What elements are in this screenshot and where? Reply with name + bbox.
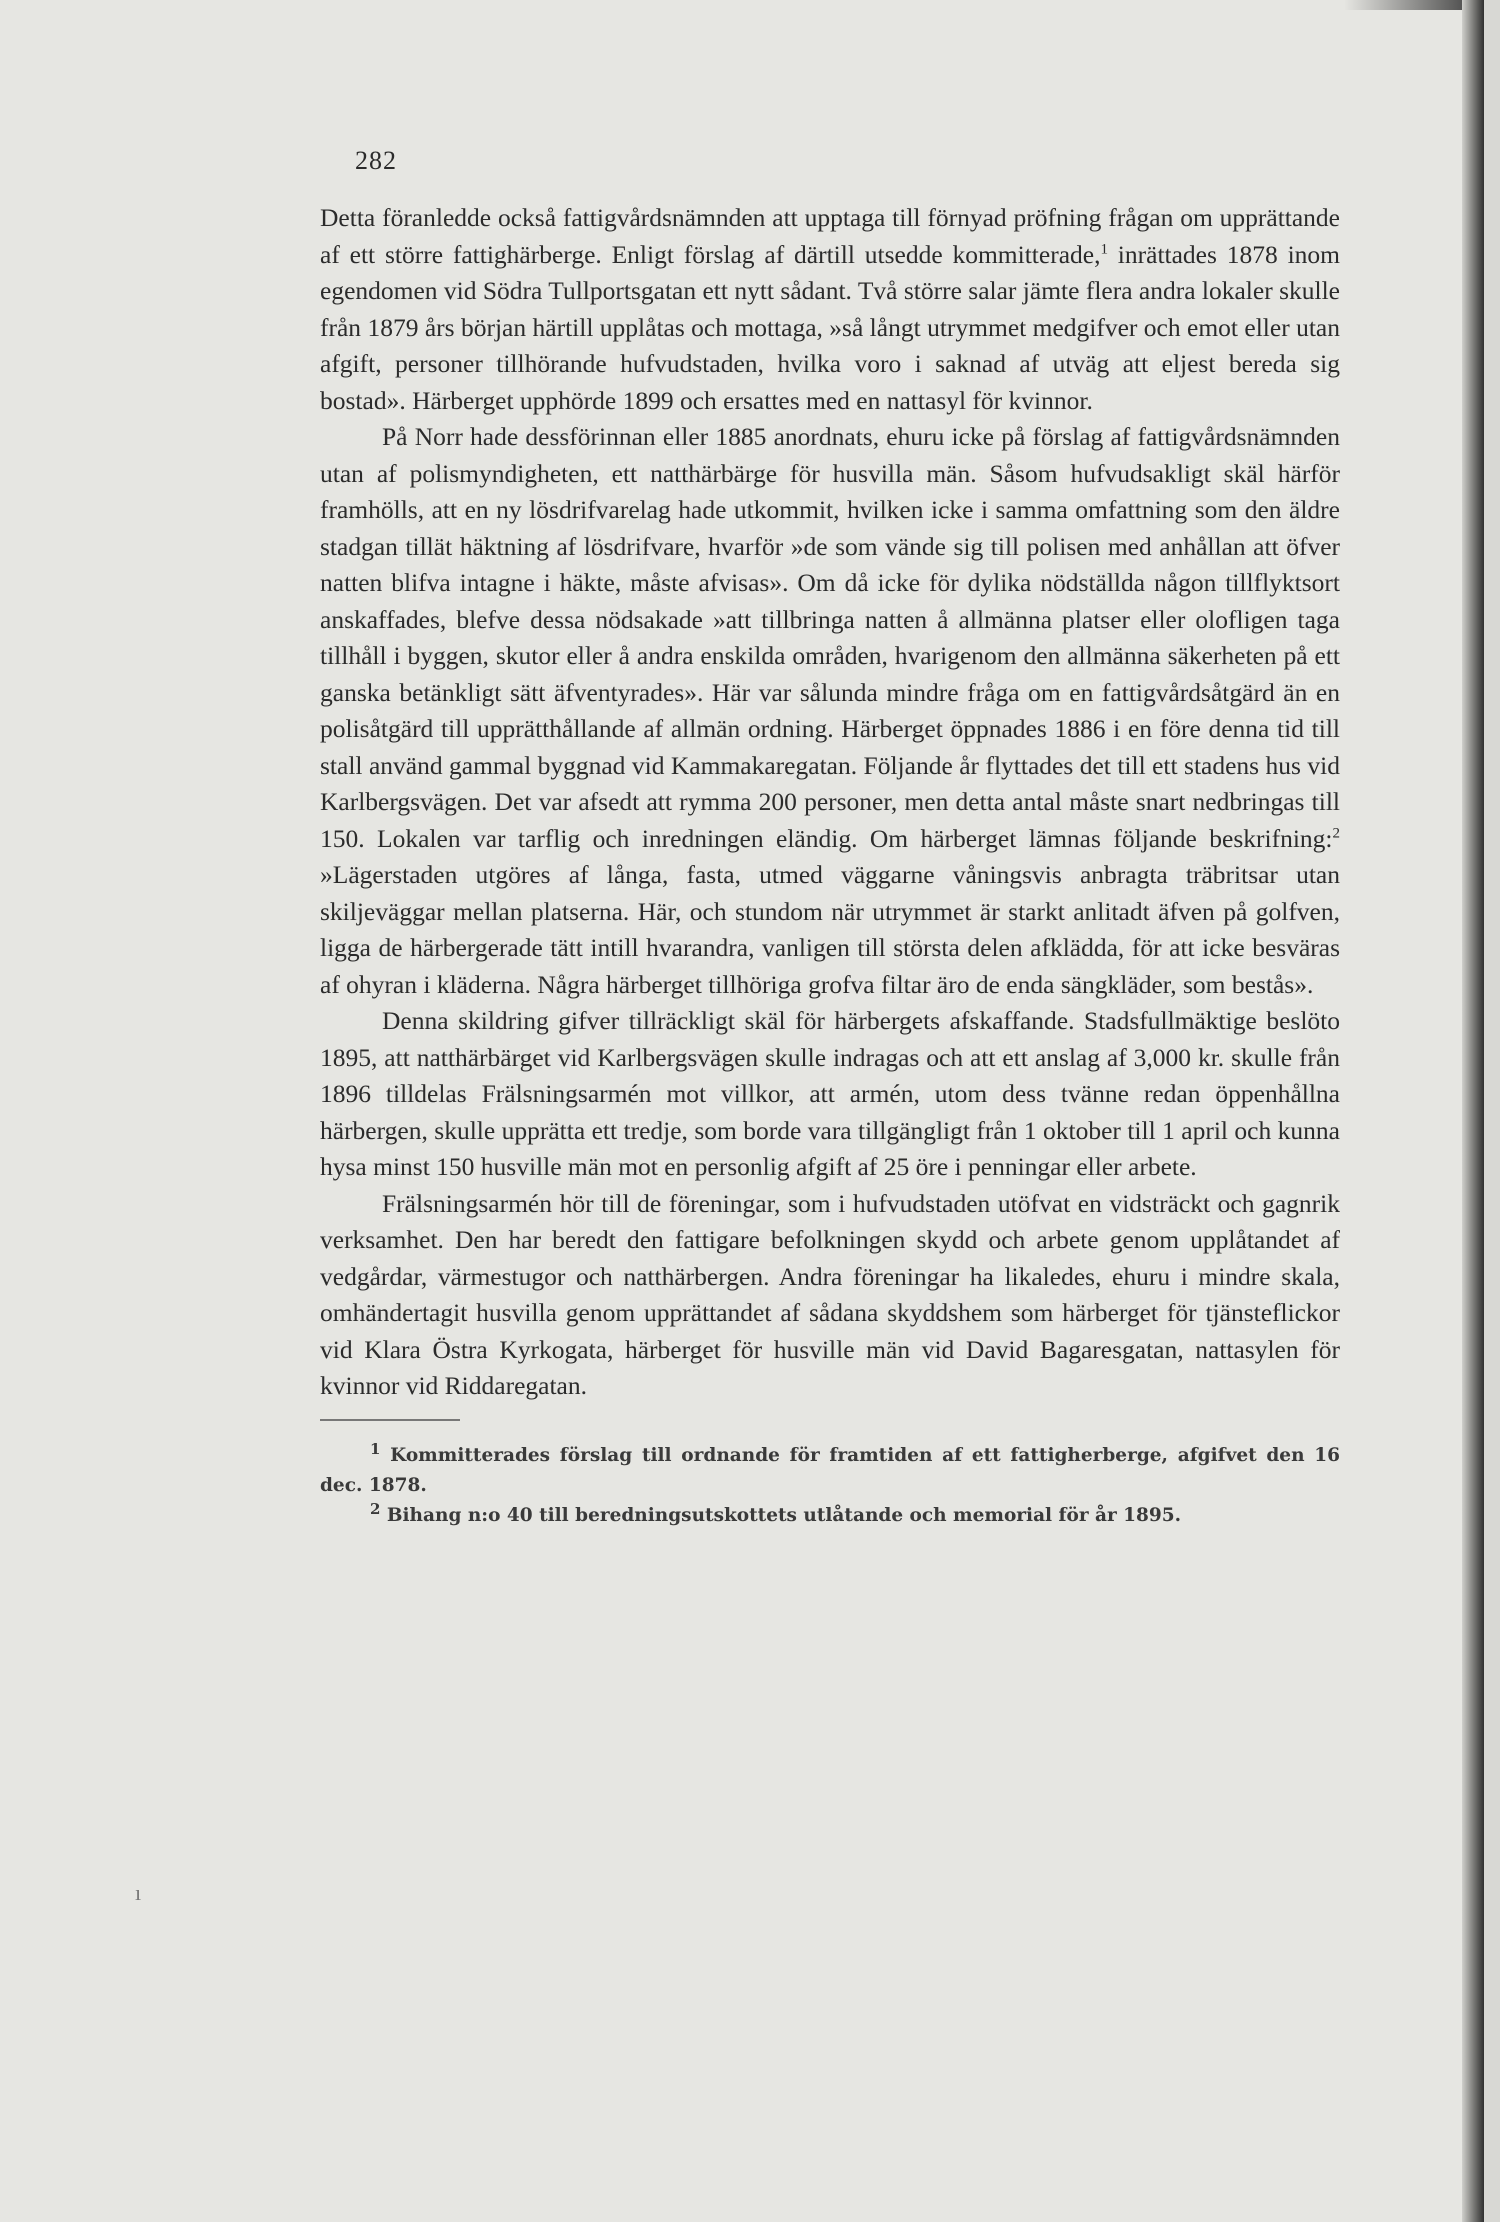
footnote-mark: 1	[370, 1439, 381, 1458]
page-content	[320, 148, 1340, 1531]
footnote-reference: 2	[1332, 825, 1340, 841]
footnote-reference: 1	[1100, 241, 1108, 257]
footnote-text: Kommitterades förslag till ordnande för framtiden af ett fattigherberge, afgifvet den 16 dec. 1878.	[320, 1444, 1340, 1496]
paragraph-text: Frälsningsarmén hör till de föreningar, som i hufvudstaden utöfvat en vidsträckt och gagnrik verksamhet. Den har beredt den fattigare befolkningen skydd och arbete genom upplåtandet af vedgårdar, värmestugor och natthärbergen. Andra föreningar ha likaledes, ehuru i mindre skala, omhändertagit husvilla genom upprättandet af sådana skyddshem som härberget för tjänsteflickor vid Klara Östra Kyrkogata, härberget för husville män vid David Bagaresgatan, nattasylen för kvinnor vid Riddaregatan.	[320, 1188, 1340, 1400]
paragraph-text: Denna skildring gifver tillräckligt skäl för härbergets afskaffande. Stadsfullmäktige beslöto 1895, att natthärbärget vid Karlbergsvägen skulle indragas och att ett anslag af 3,000 kr. skulle från 1896 tilldelas Frälsningsarmén mot villkor, att armén, utom dess tvänne redan öppenhållna härbergen, skulle upprätta ett tredje, som borde vara tillgängligt från 1 oktober till 1 april och kunna hysa minst 150 husville män mot en personlig afgift af 25 öre i penningar eller arbete.	[320, 1006, 1340, 1181]
footnote-divider	[320, 1419, 460, 1421]
footnote	[320, 1501, 1340, 1531]
paragraph-text: »Lägerstaden utgöres af långa, fasta, utmed väggarne våningsvis anbragta träbritsar utan skiljeväggar mellan platserna. Här, och stundom när utrymmet är starkt anlitadt äfven på golfven, ligga de härbergerade tätt intill hvarandra, vanligen till största delen afklädda, för att icke besväras af ohyran i kläderna. Några härberget tillhöriga grofva filtar äro de enda sängkläder, som bestås».	[320, 860, 1340, 999]
paragraph-text: Detta föranledde också fattigvårdsnämnden att upptaga till förnyad pröfning frågan om upprättande af ett större fattighärberge. Enligt förslag af därtill utsedde kommitterade,	[320, 203, 1340, 269]
footnote	[320, 1441, 1340, 1501]
page-speck: ı	[135, 1880, 142, 1905]
paragraph	[320, 1186, 1340, 1405]
page-binding-edge	[1462, 0, 1484, 2222]
page-number: 282	[355, 146, 397, 175]
paragraph	[320, 200, 1340, 419]
footnote-mark: 2	[370, 1499, 381, 1518]
paragraph	[320, 1003, 1340, 1186]
paragraph-text: inrättades 1878 inom egendomen vid Södra Tullportsgatan ett nytt sådant. Två större salar jämte flera andra lokaler skulle från 1879 års början härtill upplåtas och mottaga, »så långt utrymmet medgifver och emot eller utan afgift, personer tillhörande hufvudstaden, hvilka voro i saknad af utväg att eljest bereda sig bostad». Härberget upphörde 1899 och ersattes med en nattasyl för kvinnor.	[320, 239, 1340, 415]
body-text	[320, 200, 1340, 1405]
paragraph-text: På Norr hade dessförinnan eller 1885 anordnats, ehuru icke på förslag af fattigvårdsnämnden utan af polismyndigheten, ett natthärbärge för husvilla män. Såsom hufvudsakligt skäl härför framhölls, att en ny lösdrifvarelag hade utkommit, hvilken icke i samma omfattning som den äldre stadgan tillät häktning af lösdrifvare, hvarför »de som vände sig till polisen med anhållan att öfver natten blifva intagne i häkte, måste afvisas». Om då icke för dylika nödställda någon tillflyktsort anskaffades, blefve dessa nödsakade »att tillbringa natten å allmänna platser eller olofligen taga tillhåll i byggen, skutor eller å andra enskilda områden, hvarigenom den allmänna säkerheten på ett ganska betänkligt sätt äfventyrades». Här var sålunda mindre fråga om en fattigvårdsåtgärd än en polisåtgärd till upprätthållande af allmän ordning. Härberget öppnades 1886 i en före denna tid till stall använd gammal byggnad vid Kammakaregatan. Följande år flyttades det till ett stadens hus vid Karlbergsvägen. Det var afsedt att rymma 200 personer, men detta antal måste snart nedbringas till 150. Lokalen var tarflig och inredningen eländig. Om härberget lämnas följande beskrifning:	[320, 422, 1340, 853]
footnotes	[320, 1441, 1340, 1531]
paragraph	[320, 419, 1340, 1003]
footnote-text: Bihang n:o 40 till beredningsutskottets utlåtande och memorial för år 1895.	[386, 1504, 1182, 1526]
